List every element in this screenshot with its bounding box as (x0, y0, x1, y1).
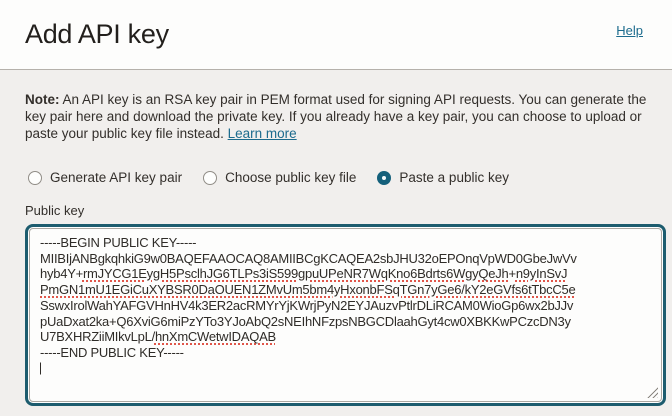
textarea-resize-handle[interactable] (646, 386, 658, 398)
radio-icon[interactable] (28, 171, 42, 185)
dialog-body (0, 70, 672, 406)
key-source-options (28, 170, 647, 185)
radio-icon[interactable] (377, 171, 391, 185)
page-title: Add API key (25, 19, 169, 49)
public-key-label: Public key (25, 203, 85, 218)
radio-label: Generate API key pair (50, 170, 183, 185)
note-body: An API key is an RSA key pair in PEM format used for signing API requests. You can generate the key pair here and download the private key. If you already have a key pair, you can choose to upload or paste your public key file instead. (25, 92, 647, 141)
spellcheck-underline: kY2eGVfs6tTbcC5e (464, 282, 576, 298)
help-link[interactable]: Help (616, 23, 643, 38)
text-cursor (40, 362, 41, 374)
note-text (25, 91, 647, 142)
public-key-text: -----BEGIN PUBLIC KEY----- MIIBIjANBgkqhkiG9w0BAQEFAAOCAQ8AMIIBCgKCAQEA2sbJHU32oEPOnqVpWD0GbeJwVv hyb4Y+rmJYCG1EygH5PsclhJG6TLPs3iS599gpuUPeNR7WqKno6Bdrts6WgyQeJh+n9yInSvJ PmGN1mU1EGiCuXYBSR0DaOUEN1ZMvUm5bm4yHxonbFSqTGn7yGe6/kY2eGVfs6tTbcC5e SswxIrolWahYAFGVHnHV4k3ER2acRMYrYjKWrjPyN2EYJAuzvPtlrDLiRCAM0WioGp6wx2bJJv pUaDxat2ka+Q6XviG6miPzYTo3YJoAbQ2sNEIhNFzpsNBGCDlaahGyt4cw0XBKKwPCzcDN3y U7BXHRZiiMIkvLpL/hnXmCWetwIDAQAB -----END PUBLIC KEY----- (40, 235, 651, 376)
learn-more-link[interactable]: Learn more (227, 126, 297, 141)
spellcheck-underline: n9yInSvJ (515, 266, 568, 282)
radio-choose-public-key-file[interactable] (203, 170, 356, 185)
spellcheck-underline: hnXmCWetwIDAQAB (154, 329, 276, 345)
radio-generate-key-pair[interactable] (28, 170, 182, 185)
public-key-textarea-focus-ring (25, 224, 666, 406)
spellcheck-underline: rmJYCG1EygH5PsclhJG6TLPs3iS599gpuUPeNR7WqKno6Bdrts6WgyQeJh (82, 266, 509, 282)
radio-paste-public-key[interactable] (377, 170, 509, 185)
radio-label: Paste a public key (399, 170, 509, 185)
dialog-header (0, 0, 672, 70)
public-key-textarea[interactable] (29, 228, 662, 402)
radio-label: Choose public key file (225, 170, 357, 185)
note-label: Note: (25, 92, 60, 107)
radio-icon[interactable] (203, 171, 217, 185)
spellcheck-underline: PmGN1mU1EGiCuXYBSR0DaOUEN1ZMvUm5bm4yHxonbFSqTGn7yGe6 (40, 282, 462, 298)
